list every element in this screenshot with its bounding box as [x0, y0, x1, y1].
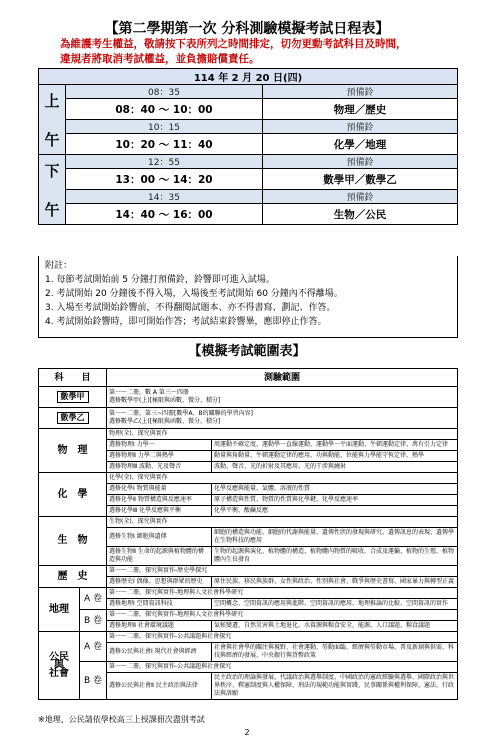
elective: 選修化學Ⅲ 化學反應與平衡 — [107, 506, 212, 517]
exam-time: 13：00 ～ 14：20 — [66, 169, 263, 190]
elective: 選修公民與社會Ⅱ 民主政治與法律 — [107, 673, 212, 700]
exam-subject: 生物／公民 — [263, 204, 458, 225]
scope-math-a: 第一～二冊，數 A 第三～四冊 選修數學甲(上)[極限與函數、微分、積分] — [107, 387, 458, 408]
elective: 選修公民與社會Ⅰ 現代社會與經濟 — [107, 643, 212, 662]
notes-box — [38, 256, 458, 338]
pre-bell-label: 預備鈴 — [263, 85, 458, 99]
elective: 選修地理Ⅱ 社會環境議題 — [107, 621, 212, 632]
elective: 選修化學Ⅰ 物質與能量 — [107, 484, 212, 495]
elective: 選修物理Ⅲ 波動、光及聲音 — [107, 462, 212, 473]
note-item: 4. 考試開始鈴響時，即可開始作答；考試結束鈴響畢，應即停止作答。 — [45, 317, 327, 327]
subject-math-b: 數學乙 — [39, 408, 107, 429]
range-head-subject: 科 目 — [39, 369, 107, 387]
note-item: 2. 考試開始 20 分鐘後不得入場，入場後至考試開始 60 分鐘內不得離場。 — [45, 289, 343, 299]
elective: 選修物理Ⅱ 力學二與熱學 — [107, 451, 212, 462]
notes-title: 附註： — [45, 261, 73, 271]
exam-time: 10：20 ～ 11：40 — [66, 134, 263, 155]
pre-bell-time: 10：15 — [66, 120, 263, 134]
scope-top: 第一～二冊，探究與實作-地理與人文社會科學研究 — [107, 588, 458, 599]
elective-scope: 化學反應與能量、氣體、溶液的性質 — [212, 484, 458, 495]
elective: 選修生物Ⅰ 細胞與遺傳 — [107, 528, 212, 547]
exam-subject: 數學甲／數學乙 — [263, 169, 458, 190]
scope-top: 第一～二冊，探究與實作-公共議題與社會探究 — [107, 662, 458, 673]
elective-scope: 原子構造與性質、物質的性質與化學鍵、化學反應速率 — [212, 495, 458, 506]
elective-scope: 化學平衡、酸鹼反應 — [212, 506, 458, 517]
elective-scope: 動量與角動量、牛頓運動定律的應用、功與動能、位能與力學能守恆定律、熱學 — [212, 451, 458, 462]
page-number: 2 — [244, 728, 250, 737]
exam-subject: 物理／歷史 — [263, 99, 458, 120]
elective-scope: 民主政治的理論與發展、代議政治與選舉制度、中國政治的憲政經驗與選舉、國際政治與世界秩序、釋憲制度與人權保障、刑法的規範功能與實踐、民事關係與權利保障、憲法、行政法與訴願 — [212, 673, 458, 700]
elective-scope: 氣候變遷、自然災害與土地退化、水資源與糧食安全、能源、人口議題、糧食議題 — [212, 621, 458, 632]
elective-scope: 社會與社會學的關注與視野、社會運動、勞動面臨、經濟與勞動市場、普及新創與供需、科技與經濟的發展、中央銀行與貨幣政策 — [212, 643, 458, 662]
elective-scope: 周運動不確定度、運動學一直線運動、運動學一平面運動、牛頓運動定律、萬有引力定律 — [212, 440, 458, 451]
elective: 選修物理Ⅰ 力學一 — [107, 440, 212, 451]
scope-top: 第一～二冊，探究與實作-公共議題與社會探究 — [107, 632, 458, 643]
footer-note: ※地理、公民請依學校高三上授課冊次盡別考試 — [38, 715, 205, 724]
elective: 選修歷史Ⅰ 偶像、思想與群眾的歷史 — [107, 577, 212, 588]
volume-b: B 卷 — [80, 610, 107, 632]
volume-a: A 卷 — [80, 632, 107, 662]
pre-bell-label: 預備鈴 — [263, 155, 458, 169]
elective: 選修地理Ⅰ 空間資訊科技 — [107, 599, 212, 610]
range-head-scope: 測驗範圍 — [107, 369, 458, 387]
pre-bell-time: 12：55 — [66, 155, 263, 169]
period-am: 上 午 — [39, 85, 66, 155]
subject-math-a: 數學甲 — [39, 387, 107, 408]
subject-geography: 地理 — [39, 588, 80, 632]
scope-math-b: 第一～二冊，第三~四冊[數學A、B的關聯的學習內容] 選修數學乙(上)[極限與函數、微分、積分] — [107, 408, 458, 429]
elective: 選修化學Ⅱ 物質構造與反應速率 — [107, 495, 212, 506]
schedule-title: 【第二學期第一次 分科測驗模擬考試日程表】 — [104, 21, 390, 37]
note-item: 1. 每節考試開始前 5 分鐘打預備鈴，鈴響即可進入試場。 — [45, 275, 275, 285]
elective-scope: 細胞的構造與功能、細胞的代謝與能量、遺傳性狀的發現與研究、遺傳訊息的表現、遺傳學在生物科技的應用 — [212, 528, 458, 547]
pre-bell-label: 預備鈴 — [263, 120, 458, 134]
elective-scope: 生物的起源與演化、植物體的構造、植物體內物質的吸收、合成及運輸、植物的生殖、植物體內生長發育 — [212, 547, 458, 566]
elective: 選修生物Ⅱ 生命的起源與植物體的構造與功能 — [107, 547, 212, 566]
volume-a: A 卷 — [80, 588, 107, 610]
pre-bell-time: 08：35 — [66, 85, 263, 99]
subject-history: 歷 史 — [39, 566, 107, 588]
exam-date: 114 年 2 月 20 日(四) — [39, 69, 458, 85]
pre-bell-label: 預備鈴 — [263, 190, 458, 204]
elective-scope: 波動、聲音、光的折射及其應用、光的干涉與繞射 — [212, 462, 458, 473]
note-item: 3. 入場至考試開始鈴響前，不得翻閱試題本、亦不得書寫、劃記、作答。 — [45, 303, 336, 313]
range-table — [38, 368, 458, 700]
scope-top: 物理(全)、探究與實作 — [107, 429, 458, 440]
subject-chemistry: 化 學 — [39, 473, 107, 517]
scope-top: 化學(全)、探究與實作 — [107, 473, 458, 484]
warning-line-1: 為維護考生權益，敬請按下表所列之時間排定，切勿更動考試科目及時間， — [60, 38, 407, 50]
period-pm: 下 午 — [39, 155, 66, 225]
elective-scope: 原住民族、移民與族群、女性與政治、性別與社會、戰爭與歷史書寫、國家暴力與轉型正義 — [212, 577, 458, 588]
schedule-table — [38, 68, 458, 225]
exam-subject: 化學／地理 — [263, 134, 458, 155]
volume-b: B 卷 — [80, 662, 107, 700]
exam-time: 08：40 ～ 10：00 — [66, 99, 263, 120]
subject-civics: 公民 與 社會 — [39, 632, 80, 700]
subject-physics: 物 理 — [39, 429, 107, 473]
pre-bell-time: 14：35 — [66, 190, 263, 204]
exam-time: 14：40 ～ 16：00 — [66, 204, 263, 225]
subject-biology: 生 物 — [39, 517, 107, 566]
range-title: 【模擬考試範圍表】 — [188, 344, 306, 359]
scope-top: 第一～二冊，探究與實作-地理與人文社會科學研究 — [107, 610, 458, 621]
scope-top: 第一～二冊，探究與實作-歷史學探究 — [107, 566, 458, 577]
elective-scope: 空間概念、空間資訊的應用與進階、空間資訊的應用、地理推論的比較、空間資訊的實作 — [212, 599, 458, 610]
scope-top: 生物(全)、探究與實作 — [107, 517, 458, 528]
warning-line-2: 違規者將取消考試權益，並負擔賠償責任。 — [60, 53, 260, 65]
